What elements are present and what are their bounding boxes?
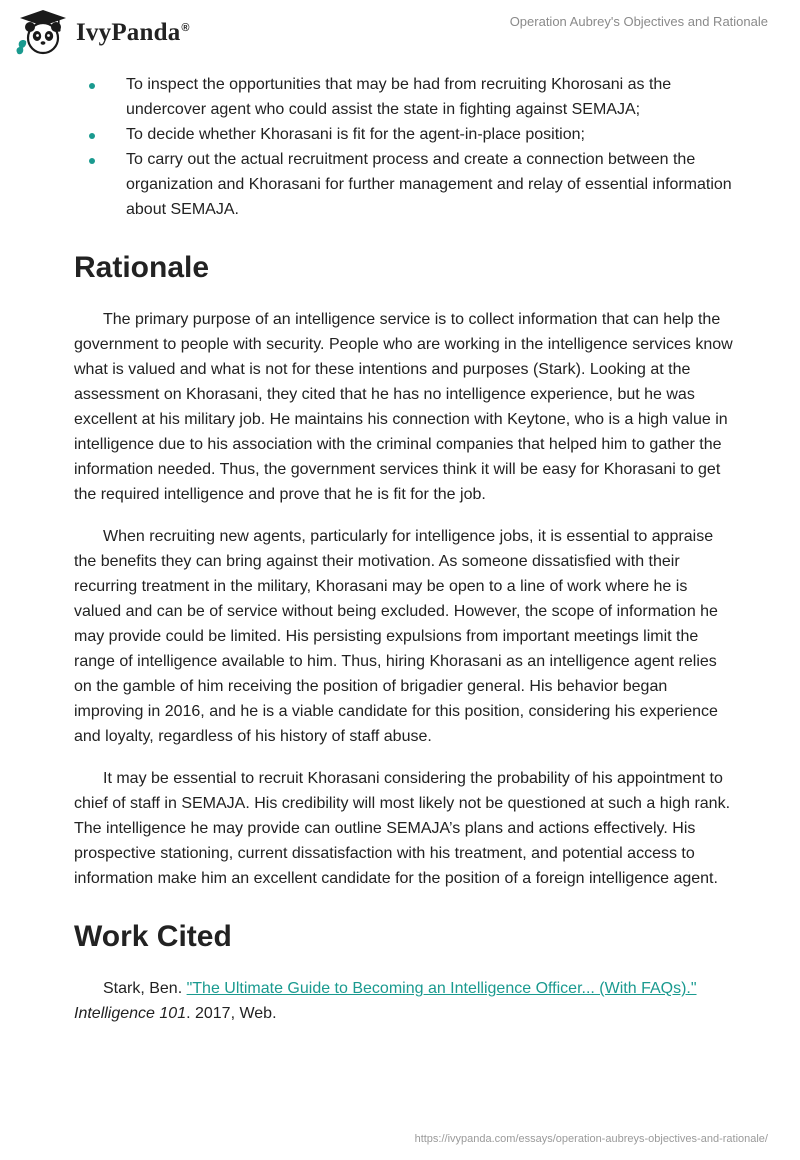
bullet-icon — [89, 133, 95, 139]
list-item-text: To decide whether Khorasani is fit for the agent-in-place position; — [126, 126, 585, 143]
citation-title-link[interactable]: "The Ultimate Guide to Becoming an Intelligence Officer... (With FAQs)." — [186, 980, 697, 997]
list-item-text: To carry out the actual recruitment process and create a connection between the organization and Khorasani for further management and relay of essential information about SEMAJA. — [126, 151, 732, 218]
bullet-icon — [89, 158, 95, 164]
document-title: Operation Aubrey's Objectives and Rationale — [509, 14, 768, 29]
works-cited-heading: Work Cited — [74, 920, 232, 953]
objectives-list — [74, 72, 734, 222]
citation-entry — [74, 976, 734, 1026]
list-item — [74, 147, 734, 222]
list-item — [74, 72, 734, 122]
ivypanda-logo[interactable] — [14, 8, 190, 58]
rationale-paragraph: When recruiting new agents, particularly for intelligence jobs, it is essential to appraise the benefits they can bring against their motivation. As someone dissatisfied with their recurring treatment in the military, Khorasani may be open to a line of work where he is valued and can be of service without being excluded. However, the scope of information he may provide could be limited. His persisting expulsions from important meetings limit the range of intelligence available to him. Thus, hiring Khorasani as an intelligence agent relies on the gamble of him receiving the position of brigadier general. His behavior began improving in 2016, and he is a viable candidate for this position, considering his experience and loyalty, regardless of his history of staff abuse. — [74, 528, 718, 745]
panda-logo-icon — [14, 8, 72, 58]
citation-author: Stark, Ben. — [103, 980, 187, 997]
citation-rest: . 2017, Web. — [186, 1005, 277, 1022]
list-item — [74, 122, 734, 147]
rationale-paragraph: It may be essential to recruit Khorasani considering the probability of his appointment to chief of staff in SEMAJA. His credibility will most likely not be questioned at such a high rank. The intelligence he may provide can outline SEMAJA’s plans and actions effectively. His prospective stationing, current dissatisfaction with his treatment, and potential access to information make him an excellent candidate for the position of a foreign intelligence agent. — [74, 770, 731, 887]
essay-content — [74, 72, 734, 1026]
brand-name: IvyPanda® — [76, 19, 190, 46]
registered-mark: ® — [181, 21, 190, 34]
page-header — [0, 0, 800, 60]
rationale-paragraph: The primary purpose of an intelligence service is to collect information that can help the government to people with security. People who are working in the intelligence services know what is valued and what is not for these intentions and purposes (Stark). Looking at the assessment on Khorasani, they cited that he has no intelligence experience, but he was excellent at his military job. He maintains his connection with Keytone, who is a high value in intelligence due to his association with the criminal companies that helped him to gather the information needed. Thus, the government services think it will be easy for Khorasani to get the required intelligence and prove that he is fit for the job. — [74, 311, 733, 503]
source-url: https://ivypanda.com/essays/operation-aubreys-objectives-and-rationale/ — [414, 1133, 768, 1145]
rationale-heading: Rationale — [74, 251, 210, 284]
bullet-icon — [89, 83, 95, 89]
list-item-text: To inspect the opportunities that may be had from recruiting Khorosani as the undercover agent who could assist the state in fighting against SEMAJA; — [126, 76, 672, 118]
citation-publication: Intelligence 101 — [74, 1005, 187, 1022]
